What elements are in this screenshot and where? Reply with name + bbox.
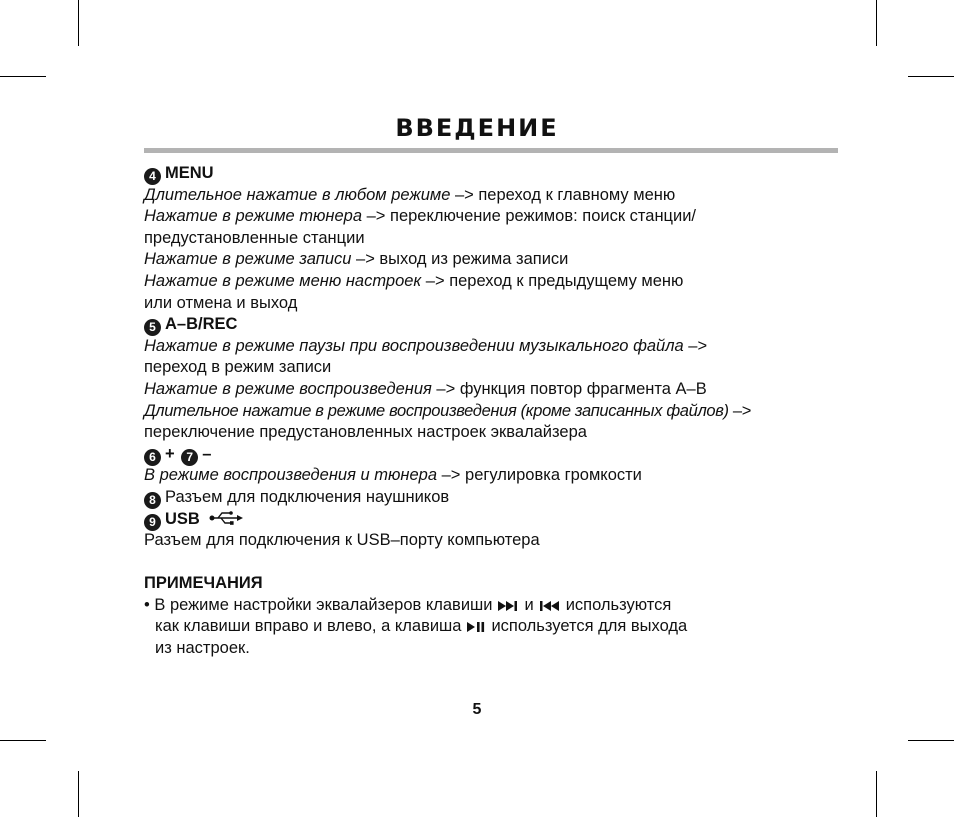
italic-text: Нажатие в режиме воспроизведения	[144, 379, 432, 398]
title-rule	[144, 148, 838, 153]
plus-sign: +	[165, 444, 175, 463]
text: –> выход из режима записи	[351, 250, 569, 269]
note-line	[144, 638, 844, 660]
text-line	[144, 185, 844, 207]
text-line	[144, 228, 844, 250]
crop-mark	[876, 0, 877, 46]
volume-heading	[144, 444, 844, 466]
headphones-heading	[144, 487, 844, 509]
text: переход в режим записи	[144, 358, 332, 377]
abrec-heading	[144, 314, 844, 336]
note-line	[144, 595, 844, 617]
text: –> регулировка громкости	[437, 466, 642, 485]
number-badge: 9	[144, 514, 161, 531]
text: –> переключение режимов: поиск станции/	[362, 207, 697, 226]
text: или отмена и выход	[144, 293, 298, 312]
notes-heading: ПРИМЕЧАНИЯ	[144, 574, 263, 593]
text: как клавиши вправо и влево, а клавиша	[155, 617, 462, 636]
italic-text: Нажатие в режиме тюнера	[144, 207, 363, 226]
note-line	[144, 616, 844, 638]
menu-label: MENU	[165, 164, 214, 182]
italic-text: Нажатие в режиме меню настроек	[144, 271, 422, 290]
text: –>	[728, 401, 751, 420]
text-line	[144, 357, 844, 379]
crop-mark	[78, 771, 79, 817]
bullet: •	[144, 595, 150, 614]
text: –> функция повтор фрагмента А–В	[431, 379, 707, 398]
text: предустановленные станции	[144, 228, 365, 247]
headphones-label: Разъем для подключения наушников	[165, 487, 450, 506]
italic-text: Длительное нажатие в режиме воспроизведения (кроме записанных файлов)	[144, 401, 729, 420]
crop-mark	[0, 76, 46, 77]
number-badge: 4	[144, 168, 161, 185]
text-line	[144, 206, 844, 228]
document-body	[144, 163, 844, 660]
crop-mark	[78, 0, 79, 46]
text-line	[144, 530, 844, 552]
text: Разъем для подключения к USB–порту компьютера	[144, 531, 540, 550]
prev-track-icon	[539, 600, 561, 612]
menu-heading	[144, 163, 844, 185]
crop-mark	[908, 76, 954, 77]
text: из настроек.	[155, 639, 250, 658]
text-line	[144, 379, 844, 401]
text: и	[524, 595, 534, 614]
number-badge: 7	[181, 449, 198, 466]
number-badge: 8	[144, 492, 161, 509]
text: используется для выхода	[491, 617, 688, 636]
number-badge: 6	[144, 449, 161, 466]
text-line	[144, 422, 844, 444]
usb-label: USB	[165, 509, 200, 528]
spacer	[144, 552, 844, 574]
text-line	[144, 249, 844, 271]
number-badge: 5	[144, 319, 161, 336]
crop-mark	[876, 771, 877, 817]
next-track-icon	[498, 600, 520, 612]
text: переключение предустановленных настроек эквалайзера	[144, 423, 587, 442]
text-line	[144, 336, 844, 358]
minus-sign: –	[202, 444, 212, 463]
text-line	[144, 293, 844, 315]
usb-icon	[209, 510, 243, 526]
text-line	[144, 465, 844, 487]
text: –>	[683, 336, 708, 355]
crop-mark	[0, 740, 46, 741]
text: –> переход к предыдущему меню	[421, 271, 684, 290]
italic-text: Нажатие в режиме паузы при воспроизведении музыкального файла	[144, 336, 684, 355]
text-line	[144, 401, 844, 423]
text-line	[144, 271, 844, 293]
page-title: ВВЕДЕНИЕ	[395, 114, 559, 142]
text: –> переход к главному меню	[450, 185, 676, 204]
italic-text: В режиме воспроизведения и тюнера	[144, 466, 438, 485]
italic-text: Нажатие в режиме записи	[144, 250, 352, 269]
abrec-label: A–B/REC	[165, 315, 238, 334]
italic-text: Длительное нажатие в любом режиме	[144, 185, 451, 204]
text: используются	[565, 595, 672, 614]
crop-mark	[908, 740, 954, 741]
text: В режиме настройки эквалайзеров клавиши	[154, 595, 493, 614]
page-number: 5	[472, 701, 482, 718]
usb-heading	[144, 509, 844, 531]
play-pause-icon	[466, 621, 486, 633]
